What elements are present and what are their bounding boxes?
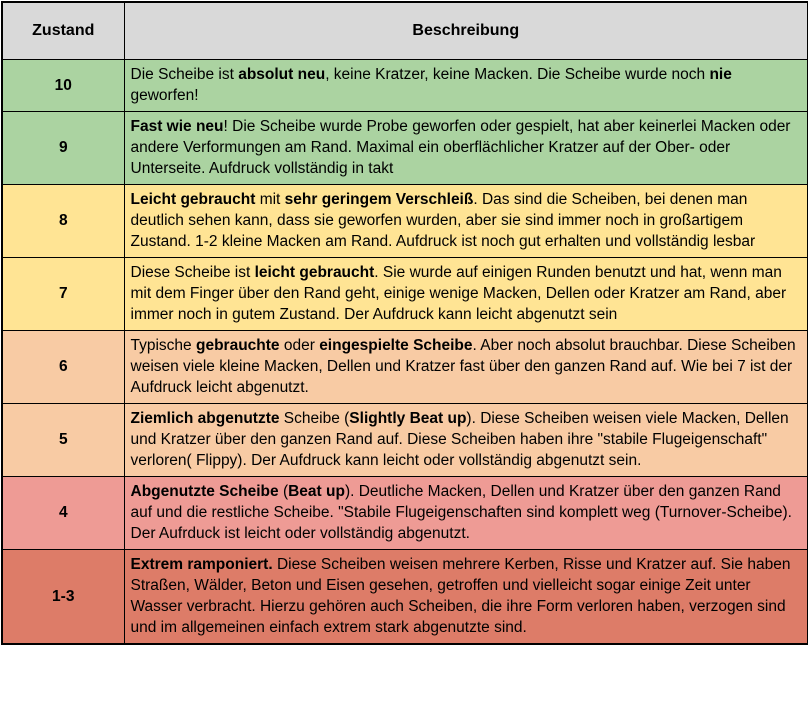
table-row [2,257,808,330]
beschreibung-cell [124,184,808,257]
description-bold-text: Ziemlich abgenutzte [130,409,280,427]
table-row [2,59,808,111]
description-text: oder [279,336,320,354]
beschreibung-column-header: Beschreibung [124,2,808,59]
description-bold-text: Extrem ramponiert. [130,555,273,573]
table-row [2,330,808,403]
description-bold-text: gebrauchte [195,336,280,354]
description-bold-text: Leicht gebraucht [130,190,256,208]
description-bold-text: leicht gebraucht [254,263,375,281]
zustand-cell: 4 [2,476,124,549]
description-bold-text: nie [709,65,732,83]
zustand-cell: 6 [2,330,124,403]
condition-table-body [2,59,808,644]
beschreibung-cell [124,330,808,403]
description-text: . Sie wurde auf einigen Runden benutzt und hat, wenn man mit dem Finger über den Rand geht, einige wenige Macken, Dellen oder Kratzer am Rand, aber immer noch in gutem Zustand. Der Aufdruck kann leicht abgenutzt sein [130,263,787,323]
description-text: geworfen! [130,86,199,104]
description-bold-text: eingespielte Scheibe [319,336,473,354]
table-row [2,403,808,476]
table-row [2,549,808,644]
description-text: Typische [130,336,196,354]
description-bold-text: Abgenutzte Scheibe [130,482,279,500]
zustand-cell: 9 [2,111,124,184]
description-text: Die Scheibe ist [130,65,239,83]
description-text: Diese Scheibe ist [130,263,255,281]
zustand-cell: 5 [2,403,124,476]
beschreibung-cell [124,403,808,476]
beschreibung-cell [124,549,808,644]
zustand-cell: 10 [2,59,124,111]
description-bold-text: Fast wie neu [130,117,224,135]
description-bold-text: sehr geringem Verschleiß [284,190,474,208]
description-bold-text: Beat up [288,482,345,500]
beschreibung-cell [124,257,808,330]
description-text: ( [278,482,289,500]
description-text: ). Diese Scheiben weisen viele Macken, Dellen und Kratzer über den ganzen Rand auf. Diese Scheiben haben ihre "stabile Flugeigenschaft" verloren( Flippy). Der Aufdruck kann leicht oder vollständig abgenutzt sein. [130,409,789,469]
table-row [2,476,808,549]
header-row [2,2,808,59]
description-text: . Das sind die Scheiben, bei denen man deutlich sehen kann, dass sie geworfen wurden, aber sie sind immer noch in großartigem Zustand. 1-2 kleine Macken am Rand. Aufdruck ist noch gut erhalten und vollständig lesbar [130,190,756,250]
beschreibung-cell [124,59,808,111]
description-text: , keine Kratzer, keine Macken. Die Scheibe wurde noch [325,65,710,83]
table-row [2,111,808,184]
zustand-cell: 1-3 [2,549,124,644]
zustand-column-header: Zustand [2,2,124,59]
description-bold-text: Slightly Beat up [349,409,467,427]
zustand-cell: 8 [2,184,124,257]
condition-table [1,1,808,645]
beschreibung-cell [124,111,808,184]
table-row [2,184,808,257]
description-text: ! Die Scheibe wurde Probe geworfen oder gespielt, hat aber keinerlei Macken oder andere Verformungen am Rand. Maximal ein oberflächlicher Kratzer auf der Ober- oder Unterseite. Aufdruck vollständig in takt [130,117,791,177]
description-text: Scheibe ( [279,409,350,427]
description-text: ). Deutliche Macken, Dellen und Kratzer über den ganzen Rand auf und die restliche Scheibe. "Stabile Flugeigenschaften sind komplett weg (Turnover-Scheibe). Der Aufrduck ist leicht oder vollständig abgenutzt. [130,482,792,542]
description-bold-text: absolut neu [238,65,326,83]
description-text: Diese Scheiben weisen mehrere Kerben, Risse und Kratzer auf. Sie haben Straßen, Wälder, Beton und Eisen gesehen, getroffen und vielleicht sogar einige Zeit unter Wasser verbracht. Hierzu gehören auch Scheiben, die ihre Form verloren haben, verzogen sind und im allgemeinen einfach extrem stark abgenutzte sind. [130,555,791,636]
zustand-cell: 7 [2,257,124,330]
description-text: . Aber noch absolut brauchbar. Diese Scheiben weisen viele kleine Macken, Dellen und Kratzer fast über den ganzen Rand auf. Wie bei 7 ist der Aufdruck leicht abgenutzt. [130,336,796,396]
description-text: mit [255,190,285,208]
beschreibung-cell [124,476,808,549]
